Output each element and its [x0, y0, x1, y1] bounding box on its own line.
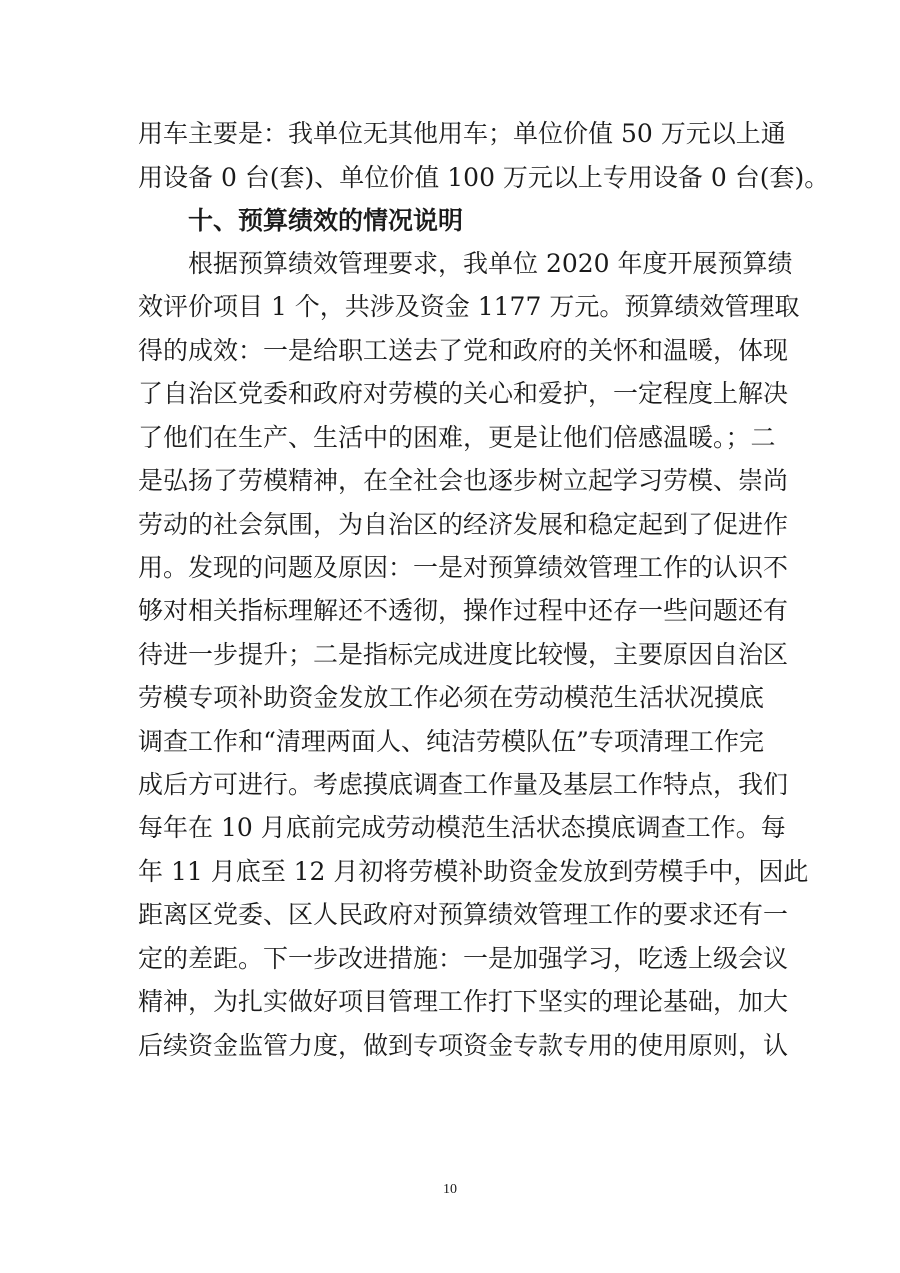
body-text-line: 待进一步提升；二是指标完成进度比较慢，主要原因自治区 [138, 640, 789, 669]
body-text-line: 每年在 10 月底前完成劳动模范生活状态摸底调查工作。每 [138, 813, 786, 842]
body-text-line: 了他们在生产、生活中的困难，更是让他们倍感温暖。；二 [138, 423, 776, 452]
body-text-line: 精神，为扎实做好项目管理工作打下坚实的理论基础，加大 [138, 987, 789, 1016]
body-text-line: 成后方可进行。考虑摸底调查工作量及基层工作特点，我们 [138, 770, 789, 799]
body-text-line: 得的成效：一是给职工送去了党和政府的关怀和温暖，体现 [138, 336, 789, 365]
body-text-line: 了自治区党委和政府对劳模的关心和爱护，一定程度上解决 [138, 379, 789, 408]
body-text-line: 年 11 月底至 12 月初将劳模补助资金发放到劳模手中，因此 [138, 857, 809, 886]
body-text-line: 用车主要是：我单位无其他用车；单位价值 50 万元以上通 [138, 119, 786, 148]
body-text-line: 用。发现的问题及原因：一是对预算绩效管理工作的认识不 [138, 553, 789, 582]
body-text-line: 劳动的社会氛围，为自治区的经济发展和稳定起到了促进作 [138, 510, 789, 539]
body-text-line: 根据预算绩效管理要求，我单位 2020 年度开展预算绩 [188, 249, 793, 278]
body-text-line: 调查工作和“清理两面人、纯洁劳模队伍”专项清理工作完 [138, 727, 764, 756]
body-text-line: 距离区党委、区人民政府对预算绩效管理工作的要求还有一 [138, 900, 789, 929]
body-text-line: 用设备 0 台(套)、单位价值 100 万元以上专用设备 0 台(套)。 [138, 163, 830, 192]
section-heading: 十、预算绩效的情况说明 [188, 206, 464, 235]
body-text-line: 劳模专项补助资金发放工作必须在劳动模范生活状况摸底 [138, 683, 764, 712]
body-text-line: 是弘扬了劳模精神，在全社会也逐步树立起学习劳模、崇尚 [138, 466, 789, 495]
body-text-line: 够对相关指标理解还不透彻，操作过程中还存一些问题还有 [138, 596, 789, 625]
body-text-line: 后续资金监管力度，做到专项资金专款专用的使用原则，认 [138, 1031, 789, 1060]
body-text-line: 效评价项目 1 个，共涉及资金 1177 万元。预算绩效管理取 [138, 292, 800, 321]
body-text-line: 定的差距。下一步改进措施：一是加强学习，吃透上级会议 [138, 944, 789, 973]
page-number: 10 [443, 1182, 457, 1197]
